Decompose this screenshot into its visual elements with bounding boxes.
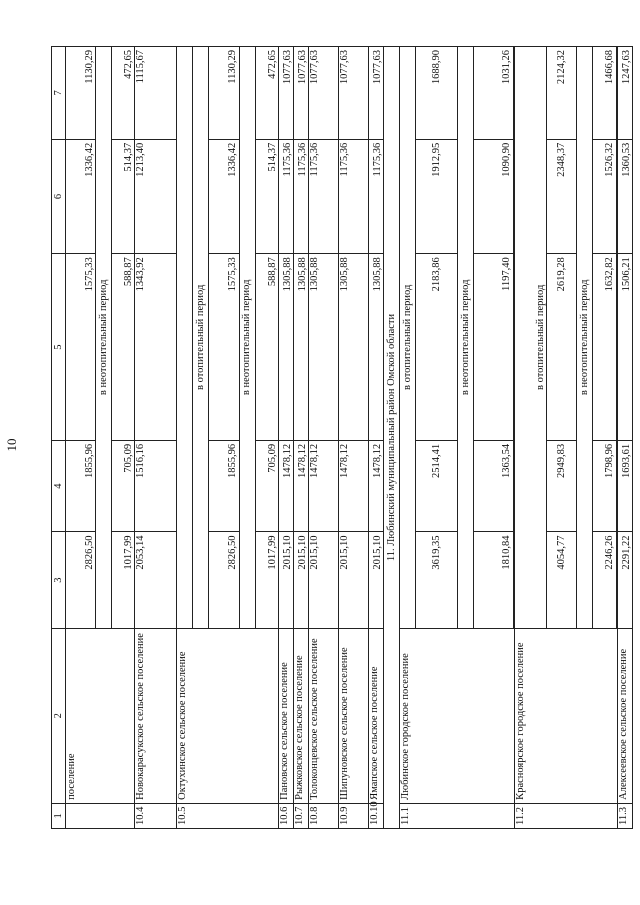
row-index: 11.1: [400, 803, 515, 828]
cell-col-7: 472,65: [112, 47, 135, 140]
table-row: [514, 47, 546, 829]
table-row: [293, 47, 308, 829]
cell-col-3: 1810,84: [474, 532, 513, 628]
cell-col-7: 1130,29: [209, 47, 239, 140]
cell-col-5: 1305,88: [278, 254, 293, 441]
row-name: Ямапское сельское поселение: [369, 628, 384, 803]
cell-col-6: 1175,36: [278, 139, 293, 253]
period-label: в отопительный период: [400, 47, 416, 629]
header-col-1: 1: [52, 803, 66, 828]
row-index: 10.9: [338, 803, 368, 828]
row-index: 10.8: [308, 803, 338, 828]
cell-col-6: 1175,36: [293, 139, 308, 253]
cell-col-5: 1305,88: [308, 254, 338, 441]
cell-col-3: 2826,50: [66, 532, 96, 628]
header-col-7: 7: [52, 47, 66, 140]
row-name: Пановское сельское поселение: [278, 628, 293, 803]
cell-col-3: 2246,26: [593, 532, 616, 628]
cell-col-4: 2514,41: [416, 440, 458, 532]
cell-col-5: 2619,28: [547, 254, 577, 441]
cell-col-3: 4054,77: [547, 532, 577, 628]
cell-col-5: 1575,33: [209, 254, 239, 441]
table-row: [177, 47, 193, 829]
table-row: [278, 47, 293, 829]
cell-col-3: 1017,99: [112, 532, 135, 628]
empty-cell: [177, 47, 193, 629]
cell-col-5: 1343,92: [135, 254, 177, 441]
period-label: в отопительный период: [193, 47, 209, 629]
cell-col-5: 1506,21: [617, 254, 632, 441]
row-name: Красноярское городское поселение: [514, 628, 617, 803]
cell-col-5: 2183,86: [416, 254, 458, 441]
cell-col-6: 1526,32: [593, 139, 616, 253]
table-row: [400, 47, 416, 829]
row-index: 10.7: [293, 803, 308, 828]
row-index: 10.6: [278, 803, 293, 828]
section-title: 11. Любинский муниципальный район Омской области: [384, 47, 400, 829]
period-label: в неотопительный период: [458, 47, 474, 629]
table-row: [617, 47, 632, 829]
cell-col-4: 1478,12: [369, 440, 384, 532]
table-row: [369, 47, 384, 829]
cell-col-5: 1305,88: [338, 254, 368, 441]
period-label: в отопительный период: [514, 47, 546, 629]
table-row: [66, 47, 96, 829]
cell-col-5: 1575,33: [66, 254, 96, 441]
header-col-2: 2: [52, 628, 66, 803]
cell-col-4: 1798,96: [593, 440, 616, 532]
cell-col-4: 1516,16: [135, 440, 177, 532]
cell-col-3: 2291,22: [617, 532, 632, 628]
cell-col-7: 1247,63: [617, 47, 632, 140]
cell-col-3: 3619,35: [416, 532, 458, 628]
cell-col-4: 705,09: [112, 440, 135, 532]
cell-col-7: 1077,63: [338, 47, 368, 140]
row-name: Толоконцевское сельское поселение: [308, 628, 338, 803]
cell-col-3: 2015,10: [293, 532, 308, 628]
cell-col-7: 1688,90: [416, 47, 458, 140]
row-name: Октухинское сельское поселение: [177, 628, 279, 803]
tariff-table-container: [51, 46, 633, 829]
row-name: Рыжковское сельское поселение: [293, 628, 308, 803]
header-col-5: 5: [52, 254, 66, 441]
header-col-3: 3: [52, 532, 66, 628]
period-label: в неотопительный период: [577, 47, 593, 629]
cell-col-4: 705,09: [255, 440, 278, 532]
cell-col-5: 1197,40: [474, 254, 513, 441]
cell-col-3: 2053,14: [135, 532, 177, 628]
cell-col-6: 1175,36: [369, 139, 384, 253]
cell-col-3: 2015,10: [338, 532, 368, 628]
cell-col-5: 1305,88: [293, 254, 308, 441]
cell-col-7: 472,65: [255, 47, 278, 140]
cell-col-5: 1305,88: [369, 254, 384, 441]
table-row: [135, 47, 177, 829]
cell-col-6: 1090,90: [474, 139, 513, 253]
cell-col-6: 1912,95: [416, 139, 458, 253]
cell-col-4: 1363,54: [474, 440, 513, 532]
header-col-4: 4: [52, 440, 66, 532]
cell-col-4: 1855,96: [209, 440, 239, 532]
row-index: [66, 803, 135, 828]
cell-col-7: 1077,63: [293, 47, 308, 140]
table-header-row: [52, 47, 66, 829]
cell-col-5: 1632,82: [593, 254, 616, 441]
row-name: Алексеевское сельское поселение: [617, 628, 632, 803]
cell-col-6: 1336,42: [209, 139, 239, 253]
cell-col-3: 2015,10: [369, 532, 384, 628]
cell-col-7: 1077,63: [308, 47, 338, 140]
cell-col-4: 1693,61: [617, 440, 632, 532]
page-number: 10: [4, 438, 19, 452]
cell-col-6: 1336,42: [66, 139, 96, 253]
cell-col-4: 1478,12: [278, 440, 293, 532]
cell-col-6: 514,37: [112, 139, 135, 253]
row-name: Новокарасукское сельское поселение: [135, 628, 177, 803]
table-row: [338, 47, 368, 829]
row-index: 11.3: [617, 803, 632, 828]
cell-col-7: 1077,63: [278, 47, 293, 140]
row-name: Любинское городское поселение: [400, 628, 515, 803]
cell-col-6: 1213,40: [135, 139, 177, 253]
cell-col-7: 2124,32: [547, 47, 577, 140]
section-row: [384, 47, 400, 829]
row-index: 10.5: [177, 803, 279, 828]
cell-col-4: 1478,12: [308, 440, 338, 532]
cell-col-7: 1130,29: [66, 47, 96, 140]
cell-col-4: 2949,83: [547, 440, 577, 532]
cell-col-4: 1478,12: [293, 440, 308, 532]
cell-col-5: 588,87: [112, 254, 135, 441]
cell-col-6: 1360,53: [617, 139, 632, 253]
row-index: 11.2: [514, 803, 617, 828]
tariff-table: [51, 46, 633, 829]
cell-col-6: 1175,36: [308, 139, 338, 253]
cell-col-3: 1017,99: [255, 532, 278, 628]
table-row: [308, 47, 338, 829]
cell-col-3: 2826,50: [209, 532, 239, 628]
cell-col-7: 1115,67: [135, 47, 177, 140]
cell-col-7: 1466,68: [593, 47, 616, 140]
cell-col-6: 2348,37: [547, 139, 577, 253]
row-index: 10.4: [135, 803, 177, 828]
cell-col-6: 514,37: [255, 139, 278, 253]
cell-col-5: 588,87: [255, 254, 278, 441]
row-name: поселение: [66, 628, 135, 803]
row-name: Шипуновское сельское поселение: [338, 628, 368, 803]
period-label: в неотопительный период: [96, 47, 112, 629]
header-col-6: 6: [52, 139, 66, 253]
cell-col-3: 2015,10: [278, 532, 293, 628]
period-label: в неотопительный период: [239, 47, 255, 629]
cell-col-4: 1855,96: [66, 440, 96, 532]
cell-col-7: 1077,63: [369, 47, 384, 140]
cell-col-6: 1175,36: [338, 139, 368, 253]
cell-col-7: 1031,26: [474, 47, 513, 140]
cell-col-3: 2015,10: [308, 532, 338, 628]
cell-col-4: 1478,12: [338, 440, 368, 532]
row-index: 10.10: [369, 803, 384, 828]
